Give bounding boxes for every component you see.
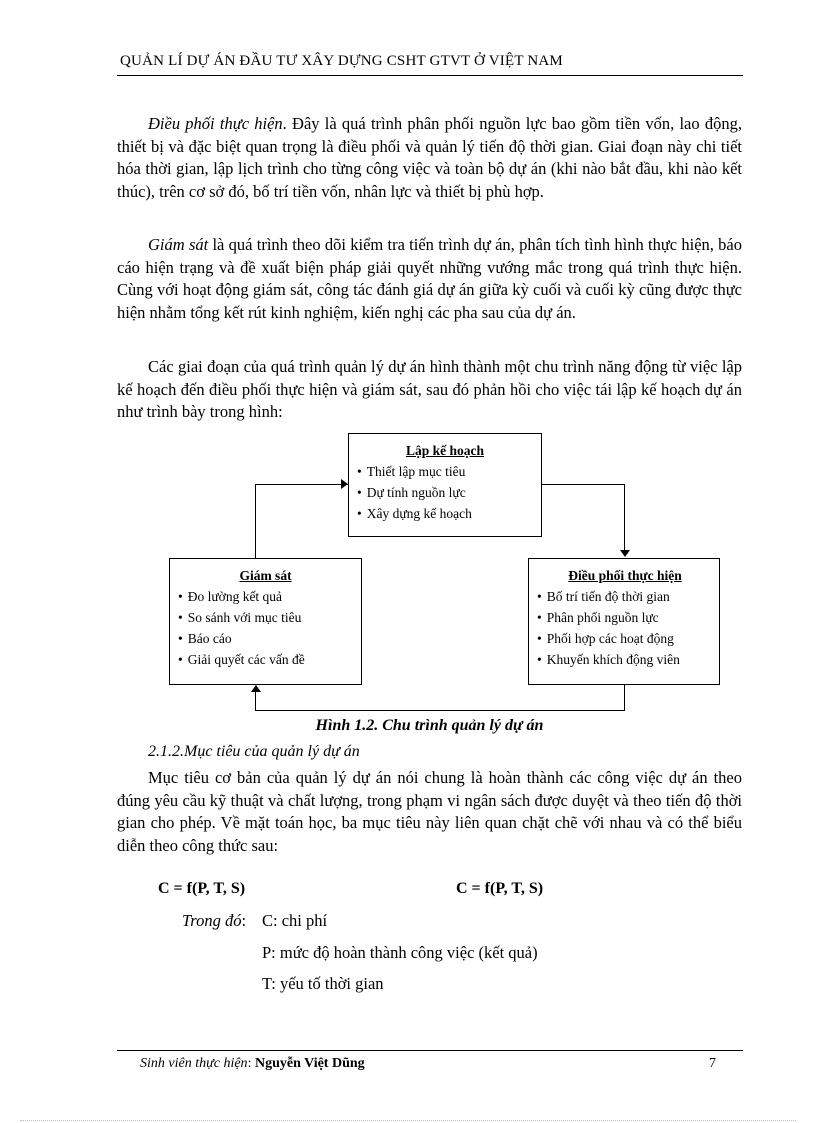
definition-item: T: yếu tố thời gian bbox=[262, 974, 384, 993]
footer-name: Nguyễn Việt Dũng bbox=[254, 1056, 365, 1071]
paragraph-monitoring-text: là quá trình theo dõi kiểm tra tiến trình dự án, phân tích tình hình thực hiện, báo cáo hiện trạng và đề xuất biện pháp giải quyết những vướng mắc trong quá trình thực hiện. Cùng với hoạt động giám sát, công tác đánh giá dự án giữa kỳ cuối và cuối kỳ cũng được thực hiện nhằm tổng kết rút kinh nghiệm, kiến nghị các pha sau của dự án. bbox=[117, 235, 742, 322]
connector-plan-to-exec-top bbox=[542, 484, 625, 485]
formula-right: C = f(P, T, S) bbox=[456, 880, 544, 897]
section-heading: 2.1.2.Mục tiêu của quản lý dự án bbox=[148, 743, 360, 760]
box-planning bbox=[348, 433, 542, 537]
paragraph-monitoring bbox=[117, 234, 742, 324]
page-edge-dotted-line bbox=[20, 1120, 796, 1121]
connector-exec-to-monitor-vertical bbox=[624, 685, 625, 711]
connector-plan-to-exec-vertical bbox=[624, 484, 625, 550]
connector-monitor-to-plan-top bbox=[255, 484, 348, 485]
page-number: 7 bbox=[709, 1056, 716, 1071]
header-rule bbox=[117, 75, 743, 76]
definitions-label bbox=[182, 911, 246, 931]
box-monitoring-item: • Báo cáo bbox=[178, 628, 353, 649]
figure-caption: Hình 1.2. Chu trình quản lý dự án bbox=[315, 717, 544, 734]
box-monitoring-item: • Đo lường kết quả bbox=[178, 586, 353, 607]
connector-monitor-to-plan-vertical bbox=[255, 484, 256, 558]
term-monitoring: Giám sát bbox=[148, 235, 209, 254]
footer-colon: : bbox=[247, 1056, 255, 1071]
paragraph-execution-text: . Đây là quá trình phân phối nguồn lực bao gồm tiền vốn, lao động, thiết bị và đặc biệt quan trọng là điều phối và quản lý tiến độ thời gian. Giai đoạn này chi tiết hóa thời gian, lập lịch trình cho từng công việc và toàn bộ dự án (khi nào bắt đầu, khi nào kết thúc), trên cơ sở đó, bố trí tiền vốn, nhân lực và thiết bị phù hợp. bbox=[117, 114, 742, 201]
footer-author bbox=[140, 1056, 365, 1072]
box-execution-item: • Phân phối nguồn lực bbox=[537, 607, 713, 628]
definitions-label-text: Trong đó bbox=[182, 911, 242, 930]
arrowhead-to-execution bbox=[620, 550, 630, 557]
box-execution-item: • Khuyến khích động viên bbox=[537, 649, 713, 670]
box-monitoring-item: • So sánh với mục tiêu bbox=[178, 607, 353, 628]
box-execution-item: • Bố trí tiến độ thời gian bbox=[537, 586, 713, 607]
box-execution-title: Điều phối thực hiện bbox=[568, 568, 682, 583]
arrowhead-to-planning bbox=[341, 479, 348, 489]
footer-role: Sinh viên thực hiện bbox=[140, 1056, 248, 1071]
box-monitoring bbox=[169, 558, 362, 685]
paragraph-objectives bbox=[117, 767, 742, 857]
footer-rule bbox=[117, 1050, 743, 1051]
arrowhead-to-monitoring bbox=[251, 685, 261, 692]
box-planning-item: • Xây dựng kế hoạch bbox=[357, 503, 533, 524]
box-planning-item: • Thiết lập mục tiêu bbox=[357, 461, 533, 482]
paragraph-execution bbox=[117, 113, 742, 203]
paragraph-objectives-text: Mục tiêu cơ bản của quản lý dự án nói chung là hoàn thành các công việc dự án theo đúng yêu cầu kỹ thuật và chất lượng, trong phạm vi ngân sách được duyệt và theo tiến độ thời gian cho phép. Về mặt toán học, ba mục tiêu này liên quan chặt chẽ với nhau và có thể biểu diễn theo công thức sau: bbox=[117, 768, 742, 855]
connector-exec-to-monitor-bottom bbox=[255, 710, 625, 711]
formula-left: C = f(P, T, S) bbox=[158, 880, 246, 897]
box-monitoring-item: • Giải quyết các vấn đề bbox=[178, 649, 353, 670]
definition-item: C: chi phí bbox=[262, 911, 328, 930]
box-execution bbox=[528, 558, 720, 685]
page-header-title: QUẢN LÍ DỰ ÁN ĐẦU TƯ XÂY DỰNG CSHT GTVT Ở VIỆT NAM bbox=[120, 53, 563, 69]
definitions-label-colon: : bbox=[241, 911, 247, 930]
paragraph-cycle-intro bbox=[117, 356, 742, 424]
paragraph-cycle-intro-text: Các giai đoạn của quá trình quản lý dự án hình thành một chu trình năng động từ việc lập kế hoạch đến điều phối thực hiện và giám sát, sau đó phản hồi cho việc tái lập kế hoạch dự án như trình bày trong hình: bbox=[117, 357, 742, 421]
term-execution: Điều phối thực hiện bbox=[148, 114, 283, 133]
connector-exec-to-monitor-up bbox=[255, 692, 256, 710]
box-execution-item: • Phối hợp các hoạt động bbox=[537, 628, 713, 649]
box-planning-title: Lập kế hoạch bbox=[405, 443, 485, 458]
definition-item: P: mức độ hoàn thành công việc (kết quả) bbox=[262, 943, 538, 962]
box-planning-item: • Dự tính nguồn lực bbox=[357, 482, 533, 503]
box-monitoring-title: Giám sát bbox=[239, 568, 292, 583]
